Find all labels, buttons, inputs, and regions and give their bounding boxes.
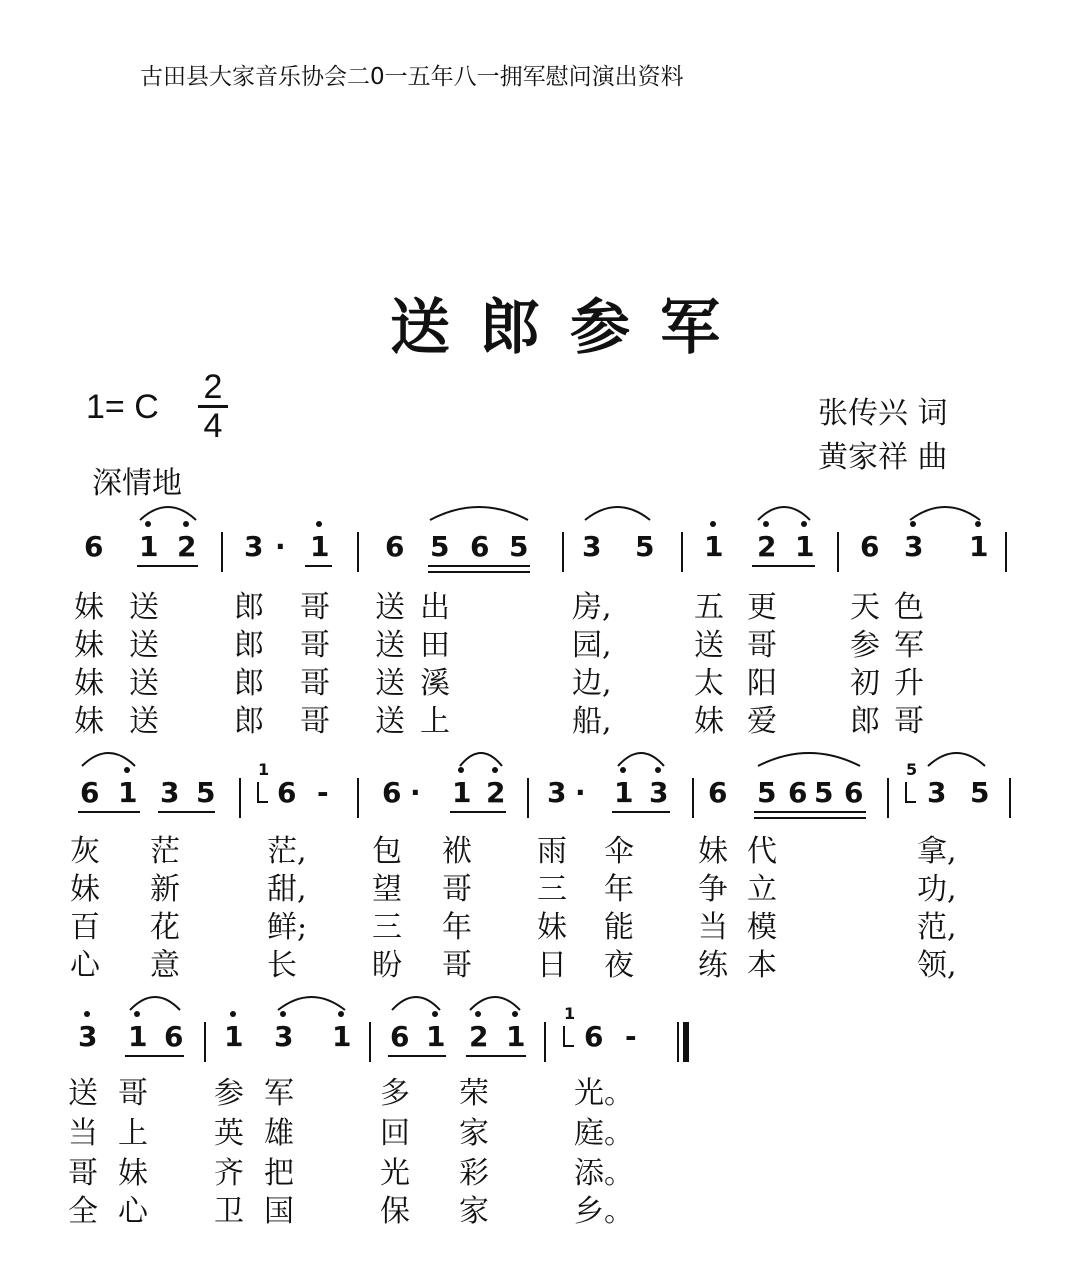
note: 1: [452, 776, 472, 809]
slur: [758, 507, 810, 520]
lyric-verse-3: 百: [70, 910, 100, 945]
slur: [470, 997, 520, 1010]
slur: [928, 753, 985, 766]
lyric-verse-3: 当: [698, 910, 728, 945]
lyric-verse-1: 色: [894, 590, 924, 625]
lyric-verse-4: 乡。: [574, 1194, 634, 1229]
lyric-verse-4: 爱: [747, 704, 777, 739]
lyric-verse-1: 送: [375, 590, 405, 625]
lyric-verse-2: 妹: [70, 872, 100, 907]
lyric-verse-4: 领,: [917, 948, 957, 983]
note: ·: [275, 530, 286, 563]
note: 1: [118, 776, 138, 809]
lyric-verse-2: 哥: [442, 872, 472, 907]
tempo-marking: 深情地: [92, 466, 182, 501]
lyric-verse-2: 回: [380, 1116, 410, 1151]
slur: [82, 753, 135, 766]
lyric-verse-2: 当: [68, 1116, 98, 1151]
lyricist-credit: 张传兴 词: [818, 396, 948, 431]
lyric-verse-4: 哥: [300, 704, 330, 739]
octave-dot: [710, 521, 716, 527]
octave-dot: [512, 1011, 518, 1017]
lyric-verse-4: 船,: [572, 704, 612, 739]
slur: [430, 507, 528, 520]
lyric-verse-4: 送: [375, 704, 405, 739]
lyric-verse-3: 郎: [234, 666, 264, 701]
octave-dot: [910, 521, 916, 527]
lyric-verse-3: 升: [894, 666, 924, 701]
octave-dot: [230, 1011, 236, 1017]
performance-header: 古田县大家音乐协会二0一五年八一拥军慰问演出资料: [140, 64, 684, 90]
note: 6: [844, 776, 864, 809]
lyric-verse-1: 送: [129, 590, 159, 625]
note: 5: [196, 776, 216, 809]
note: 6: [584, 1020, 604, 1053]
lyric-verse-2: 争: [698, 872, 728, 907]
octave-dot: [492, 767, 498, 773]
grace-note: 5: [906, 760, 918, 779]
lyric-verse-3: 范,: [917, 910, 957, 945]
slur: [392, 997, 440, 1010]
octave-dot: [338, 1011, 344, 1017]
lyric-verse-4: 郎: [850, 704, 880, 739]
lyric-verse-1: 妹: [74, 590, 104, 625]
lyric-verse-1: 多: [380, 1076, 410, 1111]
slur: [758, 753, 860, 766]
lyric-verse-2: 参: [850, 628, 880, 663]
lyric-verse-2: 送: [694, 628, 724, 663]
lyric-verse-1: 更: [747, 590, 777, 625]
grace-note: 1: [564, 1004, 576, 1023]
octave-dot: [183, 521, 189, 527]
lyric-verse-3: 溪: [420, 666, 450, 701]
lyric-verse-3: 初: [850, 666, 880, 701]
octave-dot: [145, 521, 151, 527]
lyric-verse-4: 保: [380, 1194, 410, 1229]
slur: [460, 753, 502, 766]
note: 5: [635, 530, 655, 563]
lyric-verse-1: 代: [747, 834, 777, 869]
note: 1: [969, 530, 989, 563]
lyric-verse-2: 家: [459, 1116, 489, 1151]
lyric-verse-4: 本: [747, 948, 777, 983]
lyric-verse-2: 园,: [572, 628, 612, 663]
octave-dot: [134, 1011, 140, 1017]
lyric-verse-4: 盼: [372, 948, 402, 983]
lyric-verse-1: 五: [694, 590, 724, 625]
note: 3: [547, 776, 567, 809]
lyric-verse-3: 阳: [747, 666, 777, 701]
lyric-verse-1: 袱: [442, 834, 472, 869]
lyric-verse-4: 日: [537, 948, 567, 983]
key-signature: 1= C: [86, 388, 159, 426]
lyric-verse-2: 立: [747, 872, 777, 907]
lyric-verse-3: 年: [442, 910, 472, 945]
lyric-verse-4: 郎: [234, 704, 264, 739]
octave-dot: [620, 767, 626, 773]
lyric-verse-1: 伞: [604, 834, 634, 869]
lyric-verse-3: 三: [372, 910, 402, 945]
lyric-verse-2: 望: [372, 872, 402, 907]
lyric-verse-4: 妹: [694, 704, 724, 739]
lyric-verse-1: 包: [372, 834, 402, 869]
grace-hook: [564, 1026, 574, 1046]
lyric-verse-4: 意: [150, 948, 180, 983]
note: 2: [486, 776, 506, 809]
slur: [140, 507, 196, 520]
note: 1: [128, 1020, 148, 1053]
note: -: [317, 776, 329, 809]
lyric-verse-4: 心: [70, 948, 100, 983]
lyric-verse-2: 功,: [917, 872, 957, 907]
octave-dot: [458, 767, 464, 773]
lyric-verse-1: 雨: [537, 834, 567, 869]
note: 6: [382, 776, 402, 809]
octave-dot: [316, 521, 322, 527]
grace-hook: [258, 782, 268, 802]
note: 6: [390, 1020, 410, 1053]
lyric-verse-2: 田: [420, 628, 450, 663]
lyric-verse-4: 哥: [894, 704, 924, 739]
note: ·: [575, 776, 586, 809]
note: ·: [410, 776, 421, 809]
lyric-verse-2: 送: [129, 628, 159, 663]
lyric-verse-4: 国: [264, 1194, 294, 1229]
note: 6: [80, 776, 100, 809]
lyric-verse-2: 甜,: [267, 872, 307, 907]
lyric-verse-2: 英: [214, 1116, 244, 1151]
lyric-verse-1: 茫,: [267, 834, 307, 869]
slur: [130, 997, 180, 1010]
lyric-verse-4: 卫: [214, 1194, 244, 1229]
note: 6: [385, 530, 405, 563]
note: 3: [904, 530, 924, 563]
lyric-verse-2: 送: [375, 628, 405, 663]
lyric-verse-3: 模: [747, 910, 777, 945]
note: 1: [795, 530, 815, 563]
lyric-verse-1: 房,: [572, 590, 612, 625]
lyric-verse-1: 灰: [70, 834, 100, 869]
lyric-verse-1: 参: [214, 1076, 244, 1111]
note: 3: [927, 776, 947, 809]
octave-dot: [124, 767, 130, 773]
octave-dot: [432, 1011, 438, 1017]
lyric-verse-2: 哥: [747, 628, 777, 663]
lyric-verse-4: 家: [459, 1194, 489, 1229]
note: 1: [614, 776, 634, 809]
lyric-verse-1: 妹: [698, 834, 728, 869]
lyric-verse-2: 雄: [264, 1116, 294, 1151]
song-title: 送郎参军: [390, 293, 750, 363]
lyric-verse-1: 送: [68, 1076, 98, 1111]
note: 3: [244, 530, 264, 563]
octave-dot: [84, 1011, 90, 1017]
lyric-verse-2: 哥: [300, 628, 330, 663]
lyric-verse-3: 太: [694, 666, 724, 701]
note: 5: [509, 530, 529, 563]
octave-dot: [655, 767, 661, 773]
lyric-verse-1: 哥: [118, 1076, 148, 1111]
note: 6: [788, 776, 808, 809]
octave-dot: [280, 1011, 286, 1017]
lyric-verse-4: 妹: [74, 704, 104, 739]
lyric-verse-1: 出: [420, 590, 450, 625]
lyric-verse-2: 庭。: [574, 1116, 634, 1151]
lyric-verse-1: 军: [264, 1076, 294, 1111]
lyric-verse-2: 三: [537, 872, 567, 907]
lyric-verse-3: 妹: [537, 910, 567, 945]
lyric-verse-3: 添。: [574, 1156, 634, 1191]
lyric-verse-1: 哥: [300, 590, 330, 625]
lyric-verse-2: 年: [604, 872, 634, 907]
note: 3: [274, 1020, 294, 1053]
note: 6: [708, 776, 728, 809]
lyric-verse-3: 妹: [74, 666, 104, 701]
lyric-verse-2: 郎: [234, 628, 264, 663]
lyric-verse-2: 妹: [74, 628, 104, 663]
grace-note: 1: [258, 760, 270, 779]
lyric-verse-3: 哥: [300, 666, 330, 701]
lyric-verse-3: 光: [380, 1156, 410, 1191]
lyric-verse-3: 齐: [214, 1156, 244, 1191]
note: 3: [78, 1020, 98, 1053]
octave-dot: [763, 521, 769, 527]
lyric-verse-3: 送: [129, 666, 159, 701]
note: 3: [649, 776, 669, 809]
lyric-verse-1: 荣: [459, 1076, 489, 1111]
lyric-verse-2: 军: [894, 628, 924, 663]
lyric-verse-2: 上: [118, 1116, 148, 1151]
time-signature-top: 2: [203, 368, 223, 406]
slur: [278, 997, 345, 1010]
note: 1: [139, 530, 159, 563]
note: 3: [582, 530, 602, 563]
octave-dot: [475, 1011, 481, 1017]
note: 6: [84, 530, 104, 563]
lyric-verse-3: 边,: [572, 666, 612, 701]
note: 1: [506, 1020, 526, 1053]
note: 1: [332, 1020, 352, 1053]
lyric-verse-1: 拿,: [917, 834, 957, 869]
note: 6: [164, 1020, 184, 1053]
note: 1: [704, 530, 724, 563]
lyric-verse-4: 哥: [442, 948, 472, 983]
note: 5: [970, 776, 990, 809]
lyric-verse-4: 夜: [604, 948, 634, 983]
lyric-verse-3: 送: [375, 666, 405, 701]
note: 2: [469, 1020, 489, 1053]
note: 1: [426, 1020, 446, 1053]
time-signature-bottom: 4: [203, 407, 223, 445]
lyric-verse-4: 心: [118, 1194, 148, 1229]
slur: [585, 507, 650, 520]
note: 6: [860, 530, 880, 563]
note: 2: [177, 530, 197, 563]
note: 6: [470, 530, 490, 563]
note: 3: [160, 776, 180, 809]
lyric-verse-1: 茫: [150, 834, 180, 869]
lyric-verse-3: 把: [264, 1156, 294, 1191]
lyric-verse-3: 哥: [68, 1156, 98, 1191]
note: 1: [310, 530, 330, 563]
lyric-verse-3: 彩: [459, 1156, 489, 1191]
slur: [618, 753, 664, 766]
lyric-verse-4: 全: [68, 1194, 98, 1229]
octave-dot: [975, 521, 981, 527]
lyric-verse-4: 练: [698, 948, 728, 983]
lyric-verse-3: 能: [604, 910, 634, 945]
note: 2: [757, 530, 777, 563]
note: 5: [814, 776, 834, 809]
lyric-verse-4: 送: [129, 704, 159, 739]
lyric-verse-3: 妹: [118, 1156, 148, 1191]
composer-credit: 黄家祥 曲: [818, 440, 948, 475]
lyric-verse-2: 新: [150, 872, 180, 907]
note: -: [625, 1020, 637, 1053]
lyric-verse-3: 鲜;: [267, 910, 308, 945]
note: 5: [430, 530, 450, 563]
note: 1: [224, 1020, 244, 1053]
grace-hook: [906, 782, 916, 802]
octave-dot: [801, 521, 807, 527]
lyric-verse-4: 上: [420, 704, 450, 739]
lyric-verse-3: 花: [150, 910, 180, 945]
lyric-verse-1: 光。: [574, 1076, 634, 1111]
lyric-verse-1: 郎: [234, 590, 264, 625]
slur: [910, 507, 980, 520]
note: 6: [277, 776, 297, 809]
lyric-verse-4: 长: [267, 948, 297, 983]
lyric-verse-1: 天: [850, 590, 880, 625]
note: 5: [757, 776, 777, 809]
